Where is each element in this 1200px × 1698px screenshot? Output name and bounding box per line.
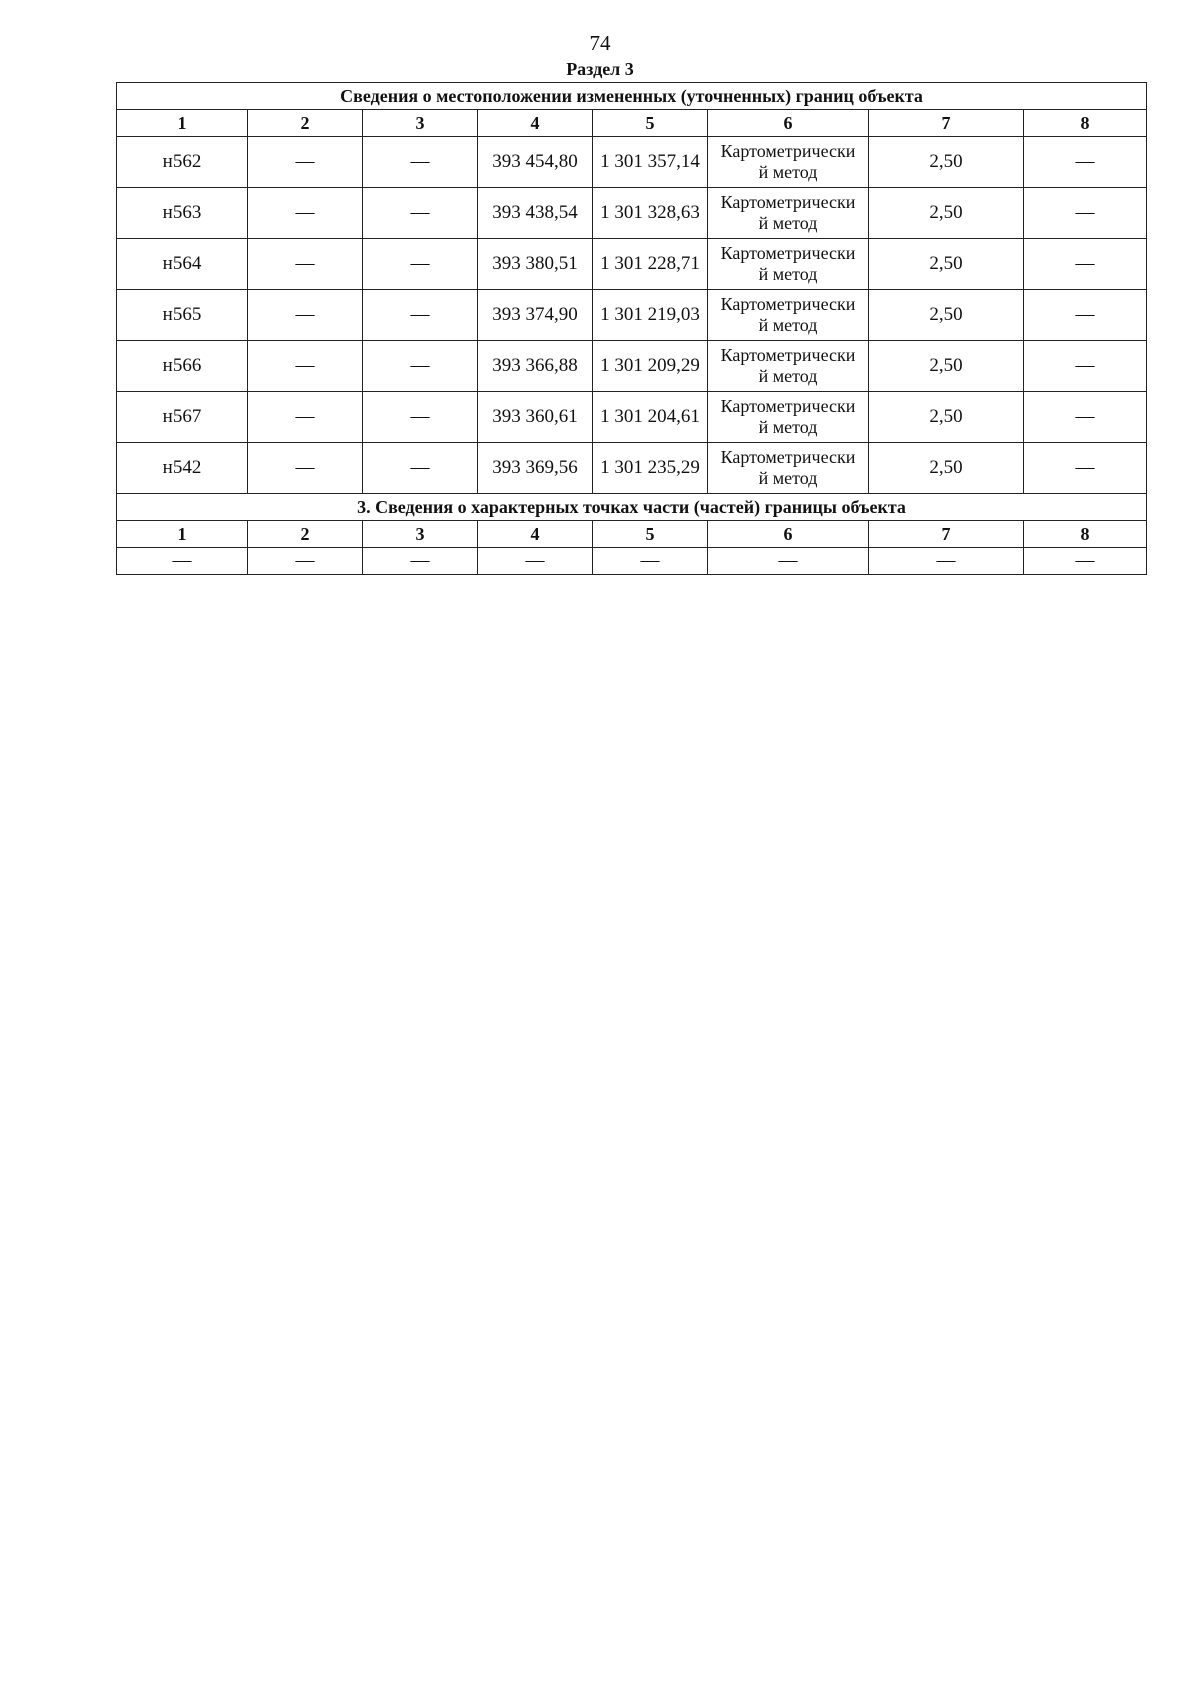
accuracy-cell: 2,50 (869, 341, 1024, 392)
table-row (117, 188, 1147, 239)
column-header: 7 (869, 521, 1024, 548)
accuracy-cell: 2,50 (869, 392, 1024, 443)
table-row (117, 239, 1147, 290)
table-cell: — (1024, 341, 1147, 392)
method-line-2: й метод (758, 264, 818, 284)
method-cell (708, 341, 869, 392)
method-line-2: й метод (758, 315, 818, 335)
accuracy-cell: 2,50 (869, 443, 1024, 494)
column-header: 3 (363, 521, 478, 548)
accuracy-cell: 2,50 (869, 188, 1024, 239)
y-coordinate-cell: 1 301 204,61 (593, 392, 708, 443)
column-header: 4 (478, 110, 593, 137)
table-row (117, 443, 1147, 494)
table-cell: — (363, 290, 478, 341)
method-line-1: Картометрически (720, 192, 856, 212)
x-coordinate-cell: 393 438,54 (478, 188, 593, 239)
column-header: 1 (117, 521, 248, 548)
table-cell: — (248, 392, 363, 443)
point-id-cell: н566 (117, 341, 248, 392)
y-coordinate-cell: 1 301 209,29 (593, 341, 708, 392)
column-header: 8 (1024, 110, 1147, 137)
table-cell: — (363, 137, 478, 188)
table-cell: — (248, 341, 363, 392)
table-cell: — (1024, 443, 1147, 494)
table-cell: — (363, 239, 478, 290)
method-line-1: Картометрически (720, 141, 856, 161)
table2-header-row (117, 521, 1147, 548)
point-id-cell: н562 (117, 137, 248, 188)
table1-header-row (117, 110, 1147, 137)
method-line-2: й метод (758, 417, 818, 437)
x-coordinate-cell: 393 380,51 (478, 239, 593, 290)
column-header: 3 (363, 110, 478, 137)
point-id-cell: н563 (117, 188, 248, 239)
table-cell: — (1024, 548, 1147, 575)
table1-caption: Сведения о местоположении измененных (уточненных) границ объекта (117, 83, 1147, 110)
table-row (117, 392, 1147, 443)
table-cell: — (1024, 239, 1147, 290)
x-coordinate-cell: 393 374,90 (478, 290, 593, 341)
y-coordinate-cell: 1 301 357,14 (593, 137, 708, 188)
point-id-cell: н567 (117, 392, 248, 443)
column-header: 5 (593, 521, 708, 548)
column-header: 6 (708, 110, 869, 137)
column-header: 8 (1024, 521, 1147, 548)
table-row (117, 341, 1147, 392)
column-header: 4 (478, 521, 593, 548)
boundary-points-table (116, 82, 1147, 575)
table-cell: — (363, 341, 478, 392)
table-cell: — (117, 548, 248, 575)
column-header: 6 (708, 521, 869, 548)
column-header: 2 (248, 110, 363, 137)
table-row (117, 548, 1147, 575)
point-id-cell: н565 (117, 290, 248, 341)
method-line-1: Картометрически (720, 447, 856, 467)
table-cell: — (248, 239, 363, 290)
table-cell: — (869, 548, 1024, 575)
column-header: 2 (248, 521, 363, 548)
table-cell: — (1024, 137, 1147, 188)
method-line-1: Картометрически (720, 294, 856, 314)
table-cell: — (248, 188, 363, 239)
table-cell: — (593, 548, 708, 575)
section-title: Раздел 3 (566, 59, 634, 79)
method-line-2: й метод (758, 213, 818, 233)
method-cell (708, 188, 869, 239)
y-coordinate-cell: 1 301 219,03 (593, 290, 708, 341)
table-cell: — (363, 188, 478, 239)
method-cell (708, 443, 869, 494)
method-cell (708, 137, 869, 188)
method-line-2: й метод (758, 162, 818, 182)
table-cell: — (248, 290, 363, 341)
table2-caption: 3. Сведения о характерных точках части (частей) границы объекта (117, 494, 1147, 521)
table-cell: — (248, 137, 363, 188)
point-id-cell: н564 (117, 239, 248, 290)
table-cell: — (1024, 188, 1147, 239)
method-line-1: Картометрически (720, 243, 856, 263)
y-coordinate-cell: 1 301 328,63 (593, 188, 708, 239)
table-cell: — (248, 443, 363, 494)
table-cell: — (708, 548, 869, 575)
accuracy-cell: 2,50 (869, 290, 1024, 341)
table-row (117, 290, 1147, 341)
column-header: 5 (593, 110, 708, 137)
table-cell: — (363, 443, 478, 494)
x-coordinate-cell: 393 366,88 (478, 341, 593, 392)
accuracy-cell: 2,50 (869, 137, 1024, 188)
method-line-1: Картометрически (720, 396, 856, 416)
x-coordinate-cell: 393 360,61 (478, 392, 593, 443)
x-coordinate-cell: 393 454,80 (478, 137, 593, 188)
column-header: 1 (117, 110, 248, 137)
y-coordinate-cell: 1 301 228,71 (593, 239, 708, 290)
table-cell: — (363, 548, 478, 575)
x-coordinate-cell: 393 369,56 (478, 443, 593, 494)
table-caption-row (117, 83, 1147, 110)
page-number: 74 (589, 31, 611, 55)
table-cell: — (1024, 392, 1147, 443)
method-line-1: Картометрически (720, 345, 856, 365)
table-cell: — (248, 548, 363, 575)
table-caption-row (117, 494, 1147, 521)
table-row (117, 137, 1147, 188)
method-line-2: й метод (758, 468, 818, 488)
y-coordinate-cell: 1 301 235,29 (593, 443, 708, 494)
method-cell (708, 239, 869, 290)
table-cell: — (1024, 290, 1147, 341)
method-line-2: й метод (758, 366, 818, 386)
point-id-cell: н542 (117, 443, 248, 494)
table-cell: — (363, 392, 478, 443)
method-cell (708, 392, 869, 443)
method-cell (708, 290, 869, 341)
column-header: 7 (869, 110, 1024, 137)
table-cell: — (478, 548, 593, 575)
accuracy-cell: 2,50 (869, 239, 1024, 290)
